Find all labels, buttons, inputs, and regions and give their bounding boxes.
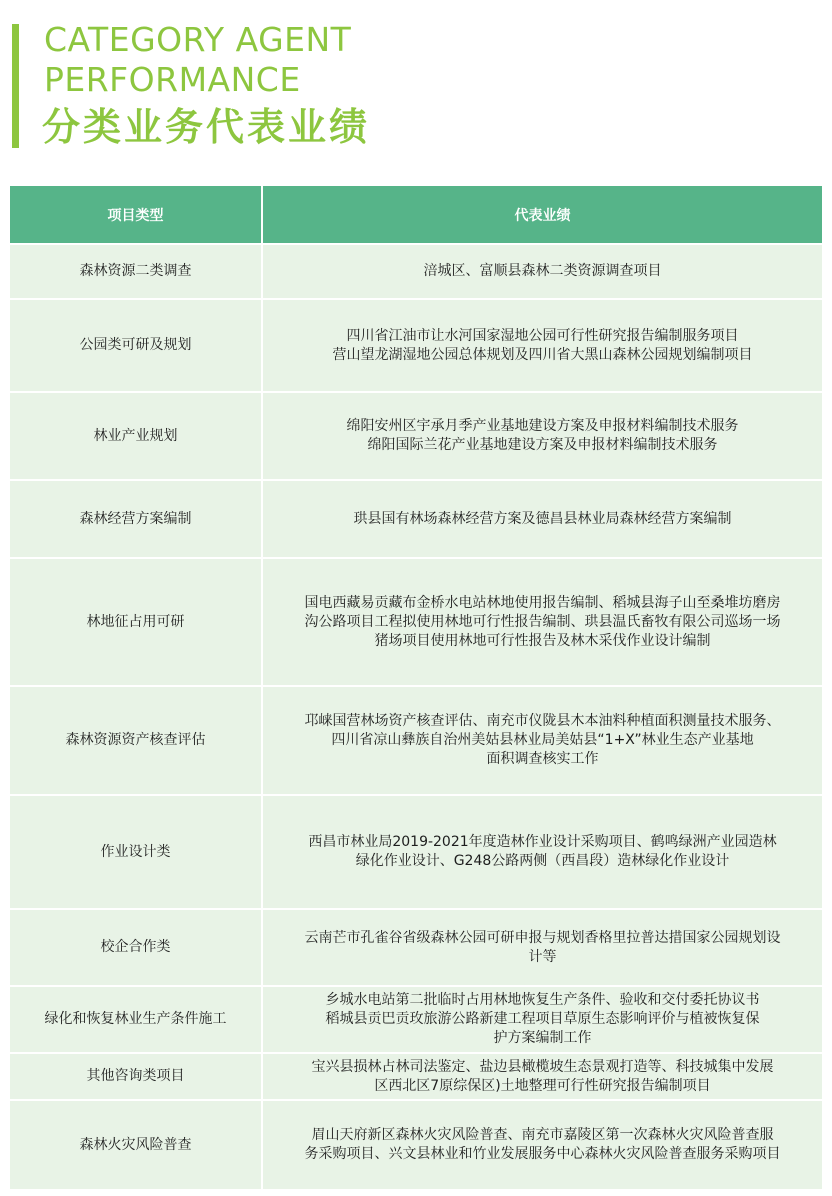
table-row — [10, 243, 822, 298]
table-row — [10, 794, 822, 908]
project-line: 营山望龙湖湿地公园总体规划及四川省大黑山森林公园规划编制项目 — [332, 346, 753, 363]
project-line: 乡城水电站第二批临时占用林地恢复生产条件、验收和交付委托协议书 — [325, 992, 760, 1008]
cell-projects — [261, 1052, 822, 1099]
cell-projects — [261, 391, 822, 479]
project-line: 计等 — [528, 948, 557, 965]
project-line: 绵阳国际兰花产业基地建设方案及申报材料编制技术服务 — [367, 437, 718, 453]
cell-projects — [261, 685, 822, 794]
project-line: 珙县国有林场森林经营方案及德昌县林业局森林经营方案编制 — [353, 510, 732, 527]
project-line: 面积调查核实工作 — [486, 751, 599, 767]
column-header-type: 项目类型 — [10, 186, 261, 243]
project-line: 西昌市林业局2019-2021年度造林作业设计采购项目、鹤鸣绿洲产业园造林 — [308, 834, 777, 850]
project-line: 国电西藏易贡藏布金桥水电站林地使用报告编制、稻城县海子山至桑堆坊磨房 — [304, 594, 781, 611]
table-row — [10, 557, 822, 685]
table-row — [10, 391, 822, 479]
accent-bar — [12, 24, 19, 148]
table-row — [10, 1052, 822, 1099]
cell-type: 绿化和恢复林业生产条件施工 — [10, 985, 261, 1052]
table-row — [10, 298, 822, 391]
performance-table — [10, 186, 822, 1189]
table-row — [10, 985, 822, 1052]
cell-type: 作业设计类 — [10, 794, 261, 908]
page-title-cn: 分类业务代表业绩 — [42, 105, 371, 149]
table-header-row — [10, 186, 822, 243]
page-title-en — [44, 20, 351, 100]
table-row — [10, 908, 822, 985]
project-line: 稻城县贡巴贡玫旅游公路新建工程项目草原生态影响评价与植被恢复保 — [325, 1011, 760, 1027]
cell-projects — [261, 557, 822, 685]
project-line: 涪城区、富顺县森林二类资源调查项目 — [423, 263, 662, 279]
project-line: 四川省凉山彝族自治州美姑县林业局美姑县“1+X”林业生态产业基地 — [331, 732, 754, 748]
title-en-line1: CATEGORY AGENT — [44, 20, 352, 59]
project-line: 眉山天府新区森林火灾风险普查、南充市嘉陵区第一次森林火灾风险普查服 — [311, 1127, 774, 1143]
project-line: 务采购项目、兴文县林业和竹业发展服务中心森林火灾风险普查服务采购项目 — [304, 1146, 781, 1162]
cell-type: 公园类可研及规划 — [10, 298, 261, 391]
project-line: 绵阳安州区宇承月季产业基地建设方案及申报材料编制技术服务 — [346, 418, 739, 434]
cell-type: 森林资源资产核查评估 — [10, 685, 261, 794]
table-row — [10, 1099, 822, 1189]
cell-type: 森林火灾风险普查 — [10, 1099, 261, 1189]
title-en-line2: PERFORMANCE — [44, 60, 301, 99]
cell-projects — [261, 1099, 822, 1189]
cell-type: 其他咨询类项目 — [10, 1052, 261, 1099]
project-line: 区西北区7原综保区)土地整理可行性研究报告编制项目 — [374, 1077, 711, 1094]
project-line: 沟公路项目工程拟使用林地可行性报告编制、珙县温氏畜牧有限公司巡场一场 — [304, 613, 781, 630]
cell-type: 校企合作类 — [10, 908, 261, 985]
cell-projects — [261, 298, 822, 391]
project-line: 猪场项目使用林地可行性报告及林木采伐作业设计编制 — [374, 632, 711, 649]
cell-projects — [261, 794, 822, 908]
project-line: 邛崃国营林场资产核查评估、南充市仪陇县木本油料种植面积测量技术服务、 — [304, 713, 781, 729]
project-line: 宝兴县损林占林司法鉴定、盐边县橄榄坡生态景观打造等、科技城集中发展 — [311, 1058, 774, 1075]
project-line: 云南芒市孔雀谷省级森林公园可研申报与规划香格里拉普达措国家公园规划设 — [304, 929, 781, 946]
table-row — [10, 685, 822, 794]
project-line: 护方案编制工作 — [493, 1030, 592, 1046]
column-header-projects: 代表业绩 — [261, 186, 822, 243]
cell-projects — [261, 479, 822, 557]
project-line: 四川省江油市让水河国家湿地公园可行性研究报告编制服务项目 — [346, 327, 739, 344]
project-line: 绿化作业设计、G248公路两侧（西昌段）造林绿化作业设计 — [355, 853, 730, 869]
cell-type: 林地征占用可研 — [10, 557, 261, 685]
cell-projects — [261, 985, 822, 1052]
cell-projects — [261, 908, 822, 985]
cell-projects — [261, 243, 822, 298]
cell-type: 林业产业规划 — [10, 391, 261, 479]
cell-type: 森林经营方案编制 — [10, 479, 261, 557]
table-row — [10, 479, 822, 557]
cell-type: 森林资源二类调查 — [10, 243, 261, 298]
